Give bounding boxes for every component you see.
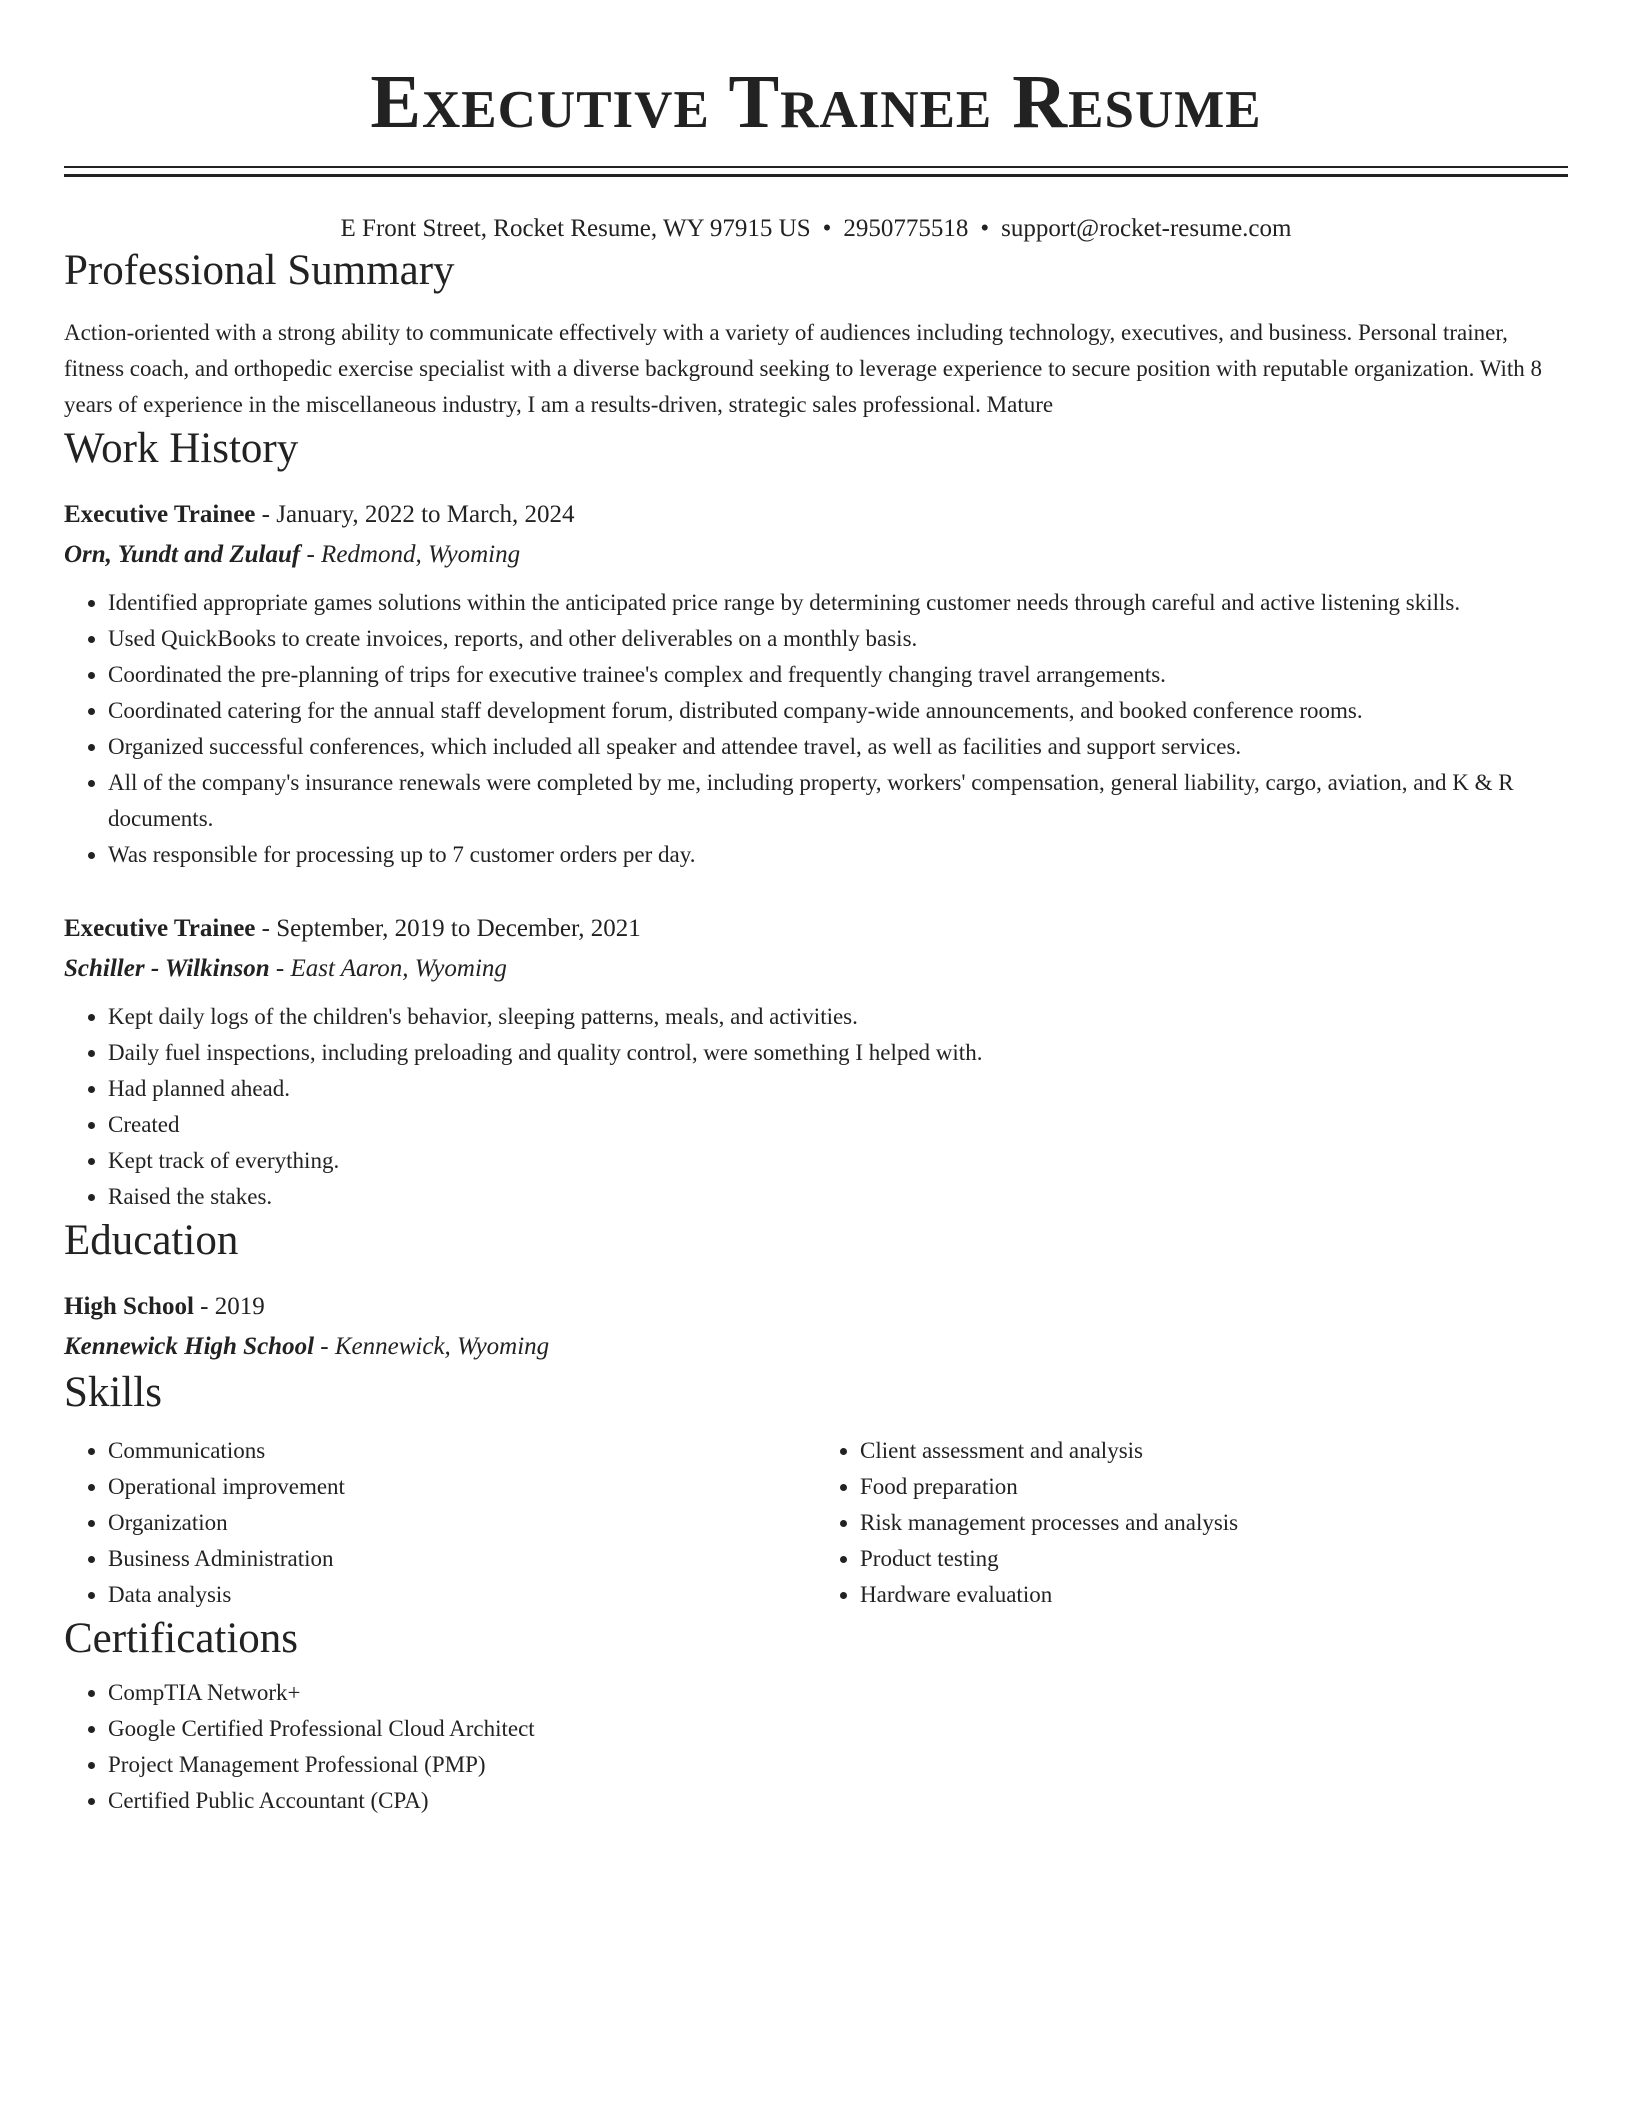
contact-separator: •	[980, 215, 990, 242]
school-name: Kennewick High School	[64, 1333, 315, 1360]
list-item: • Risk management processes and analysis	[860, 1505, 1568, 1541]
skills-columns	[64, 1433, 1568, 1613]
list-item: • Coordinated catering for the annual staff development forum, distributed company-wide announcements, and booked conference rooms.	[108, 693, 1568, 729]
resume-title: Executive Trainee Resume	[370, 60, 1262, 144]
list-item: • Kept track of everything.	[108, 1143, 1568, 1179]
certifications-heading: Certifications	[64, 1615, 299, 1662]
job-entry	[64, 495, 1568, 873]
job-company: Orn, Yundt and Zulauf	[64, 541, 301, 568]
job-bullets	[64, 585, 1568, 873]
list-item: • Food preparation	[860, 1469, 1568, 1505]
contact-address: E Front Street, Rocket Resume, WY 97915 US	[340, 215, 811, 242]
list-item: • Had planned ahead.	[108, 1071, 1568, 1107]
certifications-list	[64, 1675, 1568, 1819]
education-entry	[64, 1287, 1568, 1367]
job-company-line	[64, 535, 1568, 575]
skills-left-column	[64, 1433, 816, 1613]
contact-email: support@rocket-resume.com	[1001, 215, 1292, 242]
list-item: • Google Certified Professional Cloud Architect	[108, 1711, 1568, 1747]
education-heading: Education	[64, 1217, 239, 1264]
list-item: • Coordinated the pre-planning of trips for executive trainee's complex and frequently changing travel arrangements.	[108, 657, 1568, 693]
skills-heading: Skills	[64, 1369, 162, 1416]
list-item: • Organization	[108, 1505, 816, 1541]
list-item: • CompTIA Network+	[108, 1675, 1568, 1711]
title-divider	[64, 166, 1568, 177]
list-item: • Communications	[108, 1433, 816, 1469]
work-history-heading: Work History	[64, 425, 299, 472]
list-item: • Daily fuel inspections, including preloading and quality control, were something I helped with.	[108, 1035, 1568, 1071]
list-item: • Operational improvement	[108, 1469, 816, 1505]
job-role: Executive Trainee	[64, 501, 256, 528]
summary-heading: Professional Summary	[64, 247, 455, 294]
list-item: • Identified appropriate games solutions within the anticipated price range by determining customer needs through careful and active listening skills.	[108, 585, 1568, 621]
list-item: • Kept daily logs of the children's behavior, sleeping patterns, meals, and activities.	[108, 999, 1568, 1035]
list-item: • Was responsible for processing up to 7 customer orders per day.	[108, 837, 1568, 873]
job-location: - Redmond, Wyoming	[300, 541, 521, 568]
contact-phone: 2950775518	[843, 215, 969, 242]
list-item: • Raised the stakes.	[108, 1179, 1568, 1215]
contact-line	[64, 213, 1568, 245]
list-item: • Product testing	[860, 1541, 1568, 1577]
job-title-line	[64, 909, 1568, 949]
contact-separator: •	[822, 215, 832, 242]
job-location: - East Aaron, Wyoming	[269, 955, 507, 982]
list-item: • Client assessment and analysis	[860, 1433, 1568, 1469]
degree: High School	[64, 1293, 194, 1320]
school-location: - Kennewick, Wyoming	[314, 1333, 550, 1360]
school-line	[64, 1327, 1568, 1367]
job-bullets	[64, 999, 1568, 1215]
job-company-line	[64, 949, 1568, 989]
list-item: • Created	[108, 1107, 1568, 1143]
skills-right-column	[816, 1433, 1568, 1613]
list-item: • Business Administration	[108, 1541, 816, 1577]
job-role: Executive Trainee	[64, 915, 256, 942]
job-dates: - January, 2022 to March, 2024	[255, 501, 575, 528]
summary-text: Action-oriented with a strong ability to communicate effectively with a variety of audiences including technology, executives, and business. Personal trainer, fitness coach, and orthopedic exercise specialist with a diverse background seeking to leverage experience to secure position with reputable organization. With 8 years of experience in the miscellaneous industry, I am a results-driven, strategic sales professional. Mature	[64, 320, 1543, 417]
list-item: • Organized successful conferences, which included all speaker and attendee travel, as well as facilities and support services.	[108, 729, 1568, 765]
list-item: • Certified Public Accountant (CPA)	[108, 1783, 1568, 1819]
job-dates: - September, 2019 to December, 2021	[255, 915, 641, 942]
list-item: • Data analysis	[108, 1577, 816, 1613]
graduation-year: - 2019	[193, 1293, 265, 1320]
job-entry	[64, 909, 1568, 1215]
list-item: • All of the company's insurance renewals were completed by me, including property, workers' compensation, general liability, cargo, aviation, and K & R documents.	[108, 765, 1568, 837]
list-item: • Hardware evaluation	[860, 1577, 1568, 1613]
job-company: Schiller - Wilkinson	[64, 955, 270, 982]
list-item: • Project Management Professional (PMP)	[108, 1747, 1568, 1783]
job-title-line	[64, 495, 1568, 535]
degree-line	[64, 1287, 1568, 1327]
list-item: • Used QuickBooks to create invoices, reports, and other deliverables on a monthly basis.	[108, 621, 1568, 657]
